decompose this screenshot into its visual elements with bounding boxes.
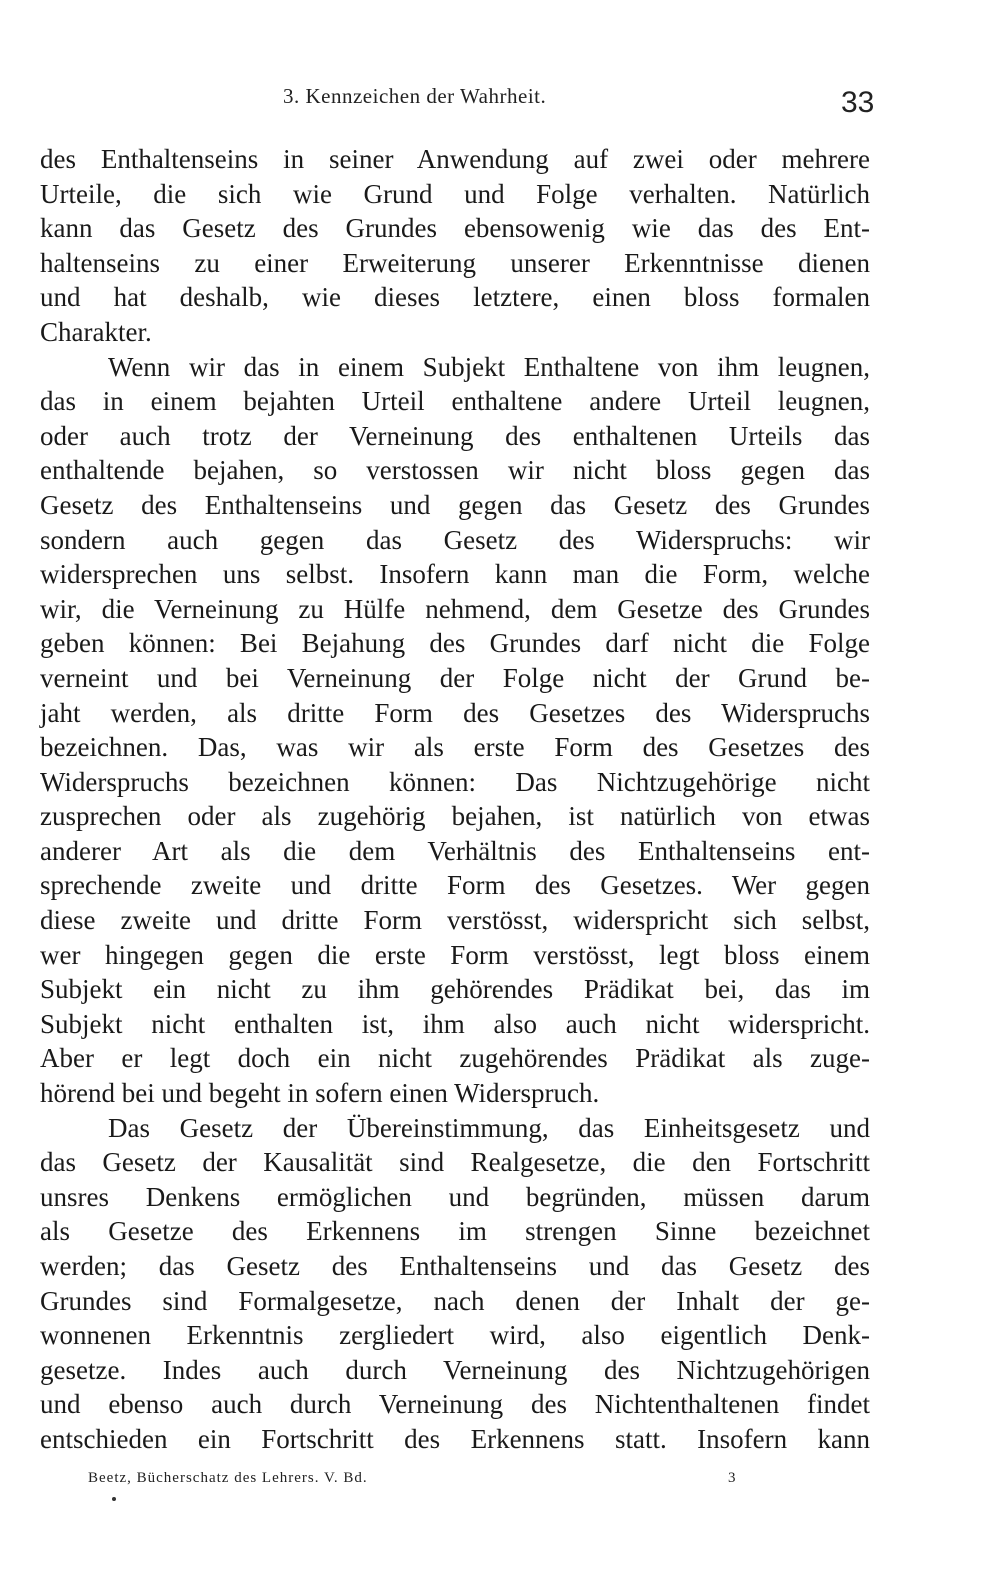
text-line: Aber er legt doch ein nicht zugehörendes Prädikat als zuge- (40, 1043, 870, 1074)
text-line: und hat deshalb, wie dieses letztere, einen bloss formalen (40, 282, 870, 313)
text-line: werden; das Gesetz des Enthaltenseins und das Gesetz des (40, 1251, 870, 1281)
running-title: 3. Kennzeichen der Wahrheit. (283, 84, 547, 108)
text-line: anderer Art als die dem Verhältnis des Enthaltenseins ent- (40, 835, 870, 866)
text-line: Subjekt nicht enthalten ist, ihm also auch nicht widerspricht. (40, 1008, 870, 1039)
text-line: sondern auch gegen das Gesetz des Widerspruchs: wir (40, 524, 870, 555)
text-line: Grundes sind Formalgesetze, nach denen der Inhalt der ge- (40, 1285, 870, 1316)
text-line: diese zweite und dritte Form verstösst, widerspricht sich selbst, (40, 905, 870, 936)
footer-imprint: Beetz, Bücherschatz des Lehrers. V. Bd. (88, 1470, 368, 1486)
body-text (40, 142, 870, 1457)
text-line: bezeichnen. Das, was wir als erste Form des Gesetzes des (40, 732, 870, 763)
text-line: verneint und bei Verneinung der Folge nicht der Grund be- (40, 662, 870, 693)
text-line: das Gesetz der Kausalität sind Realgesetze, die den Fortschritt (40, 1147, 870, 1178)
text-line: jaht werden, als dritte Form des Gesetzes des Widerspruchs (40, 697, 870, 728)
text-line: das in einem bejahten Urteil enthaltene andere Urteil leugnen, (40, 386, 870, 417)
text-line: gesetze. Indes auch durch Verneinung des Nichtzugehörigen (40, 1354, 870, 1385)
signature-mark: 3 (728, 1470, 736, 1486)
text-line: geben können: Bei Bejahung des Grundes darf nicht die Folge (40, 628, 870, 659)
text-line: wer hingegen gegen die erste Form verstösst, legt bloss einem (40, 939, 870, 970)
page-number: 33 (841, 86, 875, 119)
text-line: Gesetz des Enthaltenseins und gegen das Gesetz des Grundes (40, 489, 870, 520)
text-line: unsres Denkens ermöglichen und begründen, müssen darum (40, 1181, 870, 1212)
text-line: kann das Gesetz des Grundes ebensowenig wie das des Ent- (40, 213, 870, 244)
text-line: als Gesetze des Erkennens im strengen Sinne bezeichnet (40, 1216, 870, 1247)
text-line: widersprechen uns selbst. Insofern kann man die Form, welche (40, 559, 870, 590)
text-line: Wenn wir das in einem Subjekt Enthaltene von ihm leugnen, (108, 351, 870, 382)
text-line: haltenseins zu einer Erweiterung unserer Erkenntnisse dienen (40, 247, 870, 278)
text-line: entschieden ein Fortschritt des Erkennens statt. Insofern kann (40, 1423, 870, 1454)
text-line: Widerspruchs bezeichnen können: Das Nichtzugehörige nicht (40, 766, 870, 797)
text-line: Urteile, die sich wie Grund und Folge verhalten. Natürlich (40, 178, 870, 209)
text-line: Das Gesetz der Übereinstimmung, das Einheitsgesetz und (108, 1112, 870, 1143)
text-line: sprechende zweite und dritte Form des Gesetzes. Wer gegen (40, 870, 870, 901)
text-line: enthaltende bejahen, so verstossen wir nicht bloss gegen das (40, 455, 870, 486)
text-line: und ebenso auch durch Verneinung des Nichtenthaltenen findet (40, 1389, 870, 1420)
text-line: Charakter. (40, 316, 152, 347)
text-line: wir, die Verneinung zu Hülfe nehmend, dem Gesetze des Grundes (40, 593, 870, 624)
text-line: zusprechen oder als zugehörig bejahen, ist natürlich von etwas (40, 801, 870, 832)
text-line: des Enthaltenseins in seiner Anwendung auf zwei oder mehrere (40, 144, 870, 174)
text-line: hörend bei und begeht in sofern einen Widerspruch. (40, 1078, 600, 1109)
printer-dot (112, 1497, 116, 1501)
text-line: wonnenen Erkenntnis zergliedert wird, also eigentlich Denk- (40, 1320, 870, 1351)
text-line: oder auch trotz der Verneinung des enthaltenen Urteils das (40, 420, 870, 451)
text-line: Subjekt ein nicht zu ihm gehörendes Prädikat bei, das im (40, 974, 870, 1005)
